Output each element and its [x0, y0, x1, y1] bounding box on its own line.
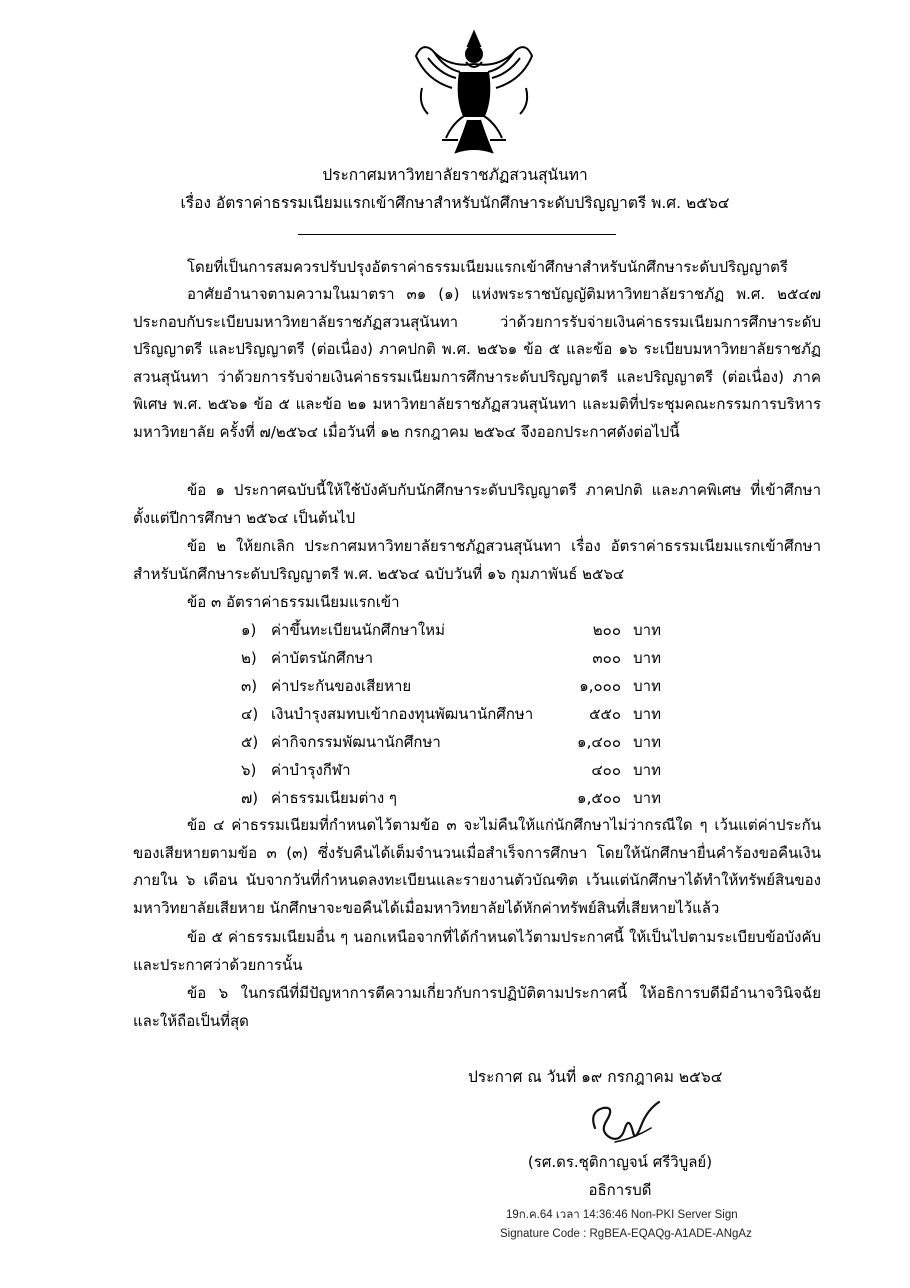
fee-amount: ๑,๕๐๐ — [577, 789, 621, 807]
fee-number: ๓) — [241, 677, 258, 695]
fee-amount: ๑,๐๐๐ — [579, 677, 621, 695]
clause-1: ข้อ ๑ ประกาศฉบับนี้ให้ใช้บังคับกับนักศึกษาระดับปริญญาตรี ภาคปกติ และภาคพิเศษ ที่เข้าศึกษาตั้งแต่ปีการศึกษา ๒๕๖๔ เป็นต้นไป — [133, 481, 821, 527]
fee-row — [241, 784, 681, 812]
fee-list — [241, 616, 681, 812]
fee-number: ๔) — [241, 705, 259, 723]
fee-amount: ๓๐๐ — [592, 649, 621, 667]
clause-5: ข้อ ๕ ค่าธรรมเนียมอื่น ๆ นอกเหนือจากที่ได้กำหนดไว้ตามประกาศนี้ ให้เป็นไปตามระเบียบข้อบังคับ และประกาศว่าด้วยการนั้น — [133, 928, 821, 974]
fee-name: ค่าขึ้นทะเบียนนักศึกษาใหม่ — [271, 621, 445, 639]
fee-row — [241, 672, 681, 700]
fee-unit: บาท — [633, 649, 661, 667]
fee-number: ๗) — [241, 789, 259, 807]
fee-unit: บาท — [633, 761, 661, 779]
fee-amount: ๑,๔๐๐ — [577, 733, 621, 751]
fee-unit: บาท — [633, 789, 661, 807]
sign-timestamp: 19ก.ค.64 เวลา 14:36:46 Non-PKI Server Sign — [506, 1209, 738, 1221]
fee-number: ๖) — [241, 761, 257, 779]
announcement-subject: เรื่อง อัตราค่าธรรมเนียมแรกเข้าศึกษาสำหรับนักศึกษาระดับปริญญาตรี พ.ศ. ๒๕๖๔ — [180, 194, 730, 212]
fee-name: ค่าธรรมเนียมต่าง ๆ — [271, 789, 397, 807]
fee-unit: บาท — [633, 733, 661, 751]
fee-name: ค่ากิจกรรมพัฒนานักศึกษา — [271, 733, 441, 751]
fee-row — [241, 728, 681, 756]
signer-name: (รศ.ดร.ชุติกาญจน์ ศรีวิบูลย์) — [527, 1153, 713, 1171]
fee-row — [241, 616, 681, 644]
fee-unit: บาท — [633, 705, 661, 723]
garuda-emblem-icon — [412, 28, 536, 158]
clause-2: ข้อ ๒ ให้ยกเลิก ประกาศมหาวิทยาลัยราชภัฏสวนสุนันทา เรื่อง อัตราค่าธรรมเนียมแรกเข้าศึกษาสำหรับนักศึกษาระดับปริญญาตรี พ.ศ. ๒๕๖๔ ฉบับวันที่ ๑๖ กุมภาพันธ์ ๒๕๖๔ — [133, 537, 821, 583]
clause-4: ข้อ ๔ ค่าธรรมเนียมที่กำหนดไว้ตามข้อ ๓ จะไม่คืนให้แก่นักศึกษาไม่ว่ากรณีใด ๆ เว้นแต่ค่าประกันของเสียหายตามข้อ ๓ (๓) ซึ่งรับคืนได้เต็มจำนวนเมื่อสำเร็จการศึกษา โดยให้นักศึกษายื่นคำร้องขอคืนเงินภายใน ๖ เดือน นับจากวันที่กำหนดลงทะเบียนและรายงานตัวบัณฑิต เว้นแต่นักศึกษาได้ทำให้ทรัพย์สินของมหาวิทยาลัยเสียหาย นักศึกษาจะขอคืนได้เมื่อมหาวิทยาลัยได้หักค่าทรัพย์สินที่เสียหายไว้แล้ว — [133, 816, 821, 917]
issue-date: ประกาศ ณ วันที่ ๑๙ กรกฎาคม ๒๕๖๔ — [468, 1068, 723, 1086]
fee-row — [241, 700, 681, 728]
fee-amount: ๔๐๐ — [591, 761, 621, 779]
fee-row — [241, 756, 681, 784]
signer-title: อธิการบดี — [588, 1181, 652, 1199]
fee-name: เงินบำรุงสมทบเข้ากองทุนพัฒนานักศึกษา — [271, 705, 534, 723]
fee-amount: ๕๕๐ — [589, 705, 621, 723]
fee-number: ๑) — [241, 621, 257, 639]
signature-code: Signature Code : RgBEA-EQAQg-A1ADE-ANgAz — [500, 1228, 752, 1240]
fee-name: ค่าบำรุงกีฬา — [271, 761, 351, 779]
fee-name: ค่าบัตรนักศึกษา — [271, 649, 374, 667]
signature-image — [585, 1098, 665, 1150]
fee-unit: บาท — [633, 677, 661, 695]
divider — [298, 234, 616, 235]
intro-paragraph: โดยที่เป็นการสมควรปรับปรุงอัตราค่าธรรมเนียมแรกเข้าศึกษาสำหรับนักศึกษาระดับปริญญาตรี — [187, 258, 788, 276]
fee-amount: ๒๐๐ — [592, 621, 621, 639]
fee-name: ค่าประกันของเสียหาย — [271, 677, 412, 695]
clause-3: ข้อ ๓ อัตราค่าธรรมเนียมแรกเข้า — [187, 593, 400, 611]
fee-number: ๒) — [241, 649, 257, 667]
fee-unit: บาท — [633, 621, 661, 639]
announcement-title: ประกาศมหาวิทยาลัยราชภัฏสวนสุนันทา — [322, 166, 588, 184]
clause-6: ข้อ ๖ ในกรณีที่มีปัญหาการตีความเกี่ยวกับการปฏิบัติตามประกาศนี้ ให้อธิการบดีมีอำนาจวินิจฉัยและให้ถือเป็นที่สุด — [133, 984, 821, 1030]
authority-paragraph: อาศัยอำนาจตามความในมาตรา ๓๑ (๑) แห่งพระราชบัญญัติมหาวิทยาลัยราชภัฏ พ.ศ. ๒๕๔๗ ประกอบกับระเบียบมหาวิทยาลัยราชภัฏสวนสุนันทา ว่าด้วยการรับจ่ายเงินค่าธรรมเนียมการศึกษาระดับปริญญาตรี และปริญญาตรี (ต่อเนื่อง) ภาคปกติ พ.ศ. ๒๕๖๑ ข้อ ๕ และข้อ ๑๖ ระเบียบมหาวิทยาลัยราชภัฏสวนสุนันทา ว่าด้วยการรับจ่ายเงินค่าธรรมเนียมการศึกษาระดับปริญญาตรี และปริญญาตรี (ต่อเนื่อง) ภาคพิเศษ พ.ศ. ๒๕๖๑ ข้อ ๕ และข้อ ๒๑ มหาวิทยาลัยราชภัฏสวนสุนันทา และมติที่ประชุมคณะกรรมการบริหารมหาวิทยาลัย ครั้งที่ ๗/๒๕๖๔ เมื่อวันที่ ๑๒ กรกฎาคม ๒๕๖๔ จึงออกประกาศดังต่อไปนี้ — [133, 285, 821, 441]
fee-number: ๕) — [241, 733, 259, 751]
fee-row — [241, 644, 681, 672]
